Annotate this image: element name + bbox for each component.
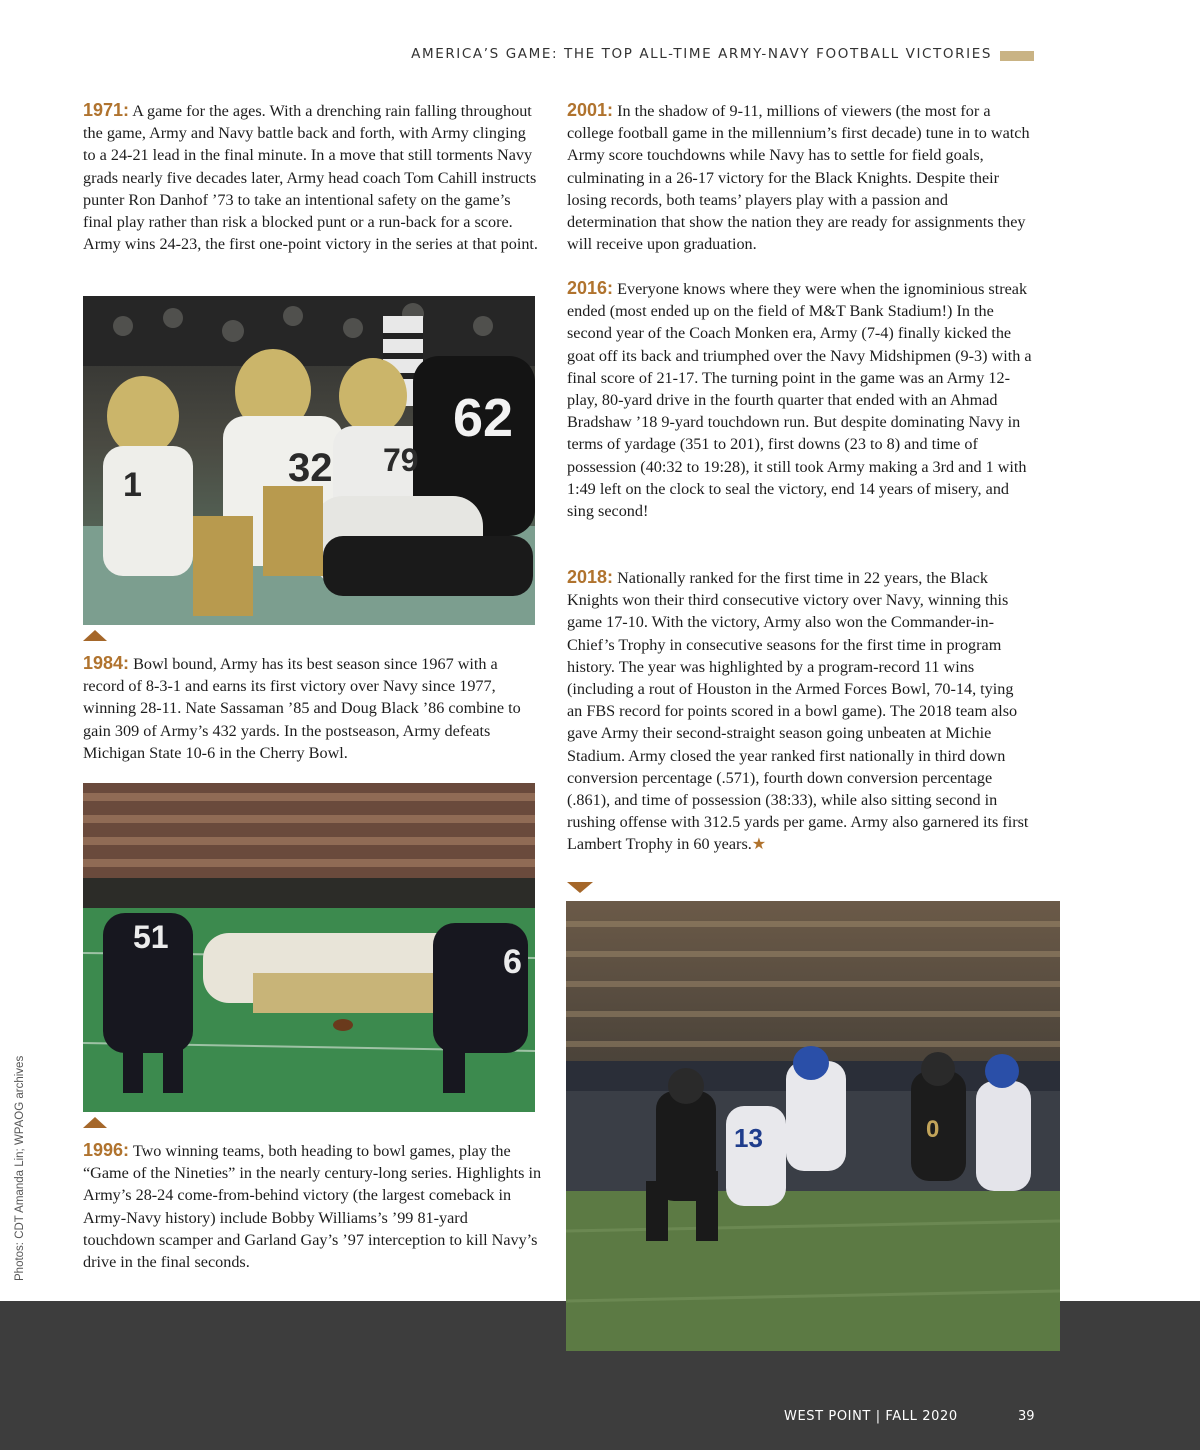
jersey-number: 6 — [503, 943, 522, 981]
photo-2018-game — [566, 901, 1060, 1351]
photo-1984-game — [83, 783, 535, 1112]
entry-text: Nationally ranked for the first time in 22 years, the Black Knights won their third consecutive victory over Navy, winning this game 17-10. With the victory, Army also won the Commander-in-Chief’s Trophy in consecutive seasons for the first time in program history. The year was highlighted by a program-record 11 wins (including a rout of Houston in the Armed Forces Bowl, 70-14, tying an FBS record for points scored in a bowl game). The 2018 team also gave Army their second-straight season going unbeaten at Michie Stadium. Army closed the year ranked first nationally in third down conversion percentage (.571), fourth down conversion percentage (.861), and time of possession (38:33), while also sitting second in rushing offense with 312.5 yards per game. Army also garnered its first Lambert Trophy in 60 years. — [567, 569, 1029, 854]
caption-pointer-up-icon — [83, 1117, 107, 1128]
year-label: 1984: — [83, 653, 130, 673]
jersey-number: 13 — [734, 1123, 763, 1153]
jersey-number: 0 — [926, 1116, 940, 1143]
jersey-number: 51 — [133, 919, 169, 955]
entry-text: Everyone knows where they were when the ignominious streak ended (most ended up on the field of M&T Bank Stadium!) In the second year of the Coach Monken era, Army (7-4) finally kicked the goat off its back and triumphed over the Navy Midshipmen (9-3) with a final score of 21-17. The turning point in the game was an Army 12-play, 80-yard drive in the fourth quarter that ended with an Ahmad Bradshaw ’18 9-yard touchdown run. But despite dominating Navy in terms of yardage (351 to 201), first downs (23 to 8) and time of possession (40:32 to 19:28), it still took Army making a 3rd and 1 with 1:49 left on the clock to seal the victory, end 14 years of misery, and sing second! — [567, 280, 1032, 521]
year-label: 2001: — [567, 100, 614, 120]
photo-1971-game — [83, 296, 535, 625]
entry-1996 — [83, 1139, 543, 1273]
entry-1971 — [83, 99, 541, 255]
entry-2018 — [567, 566, 1032, 856]
jersey-number: 32 — [288, 446, 333, 490]
entry-1984 — [83, 652, 543, 764]
year-label: 2016: — [567, 278, 614, 298]
entry-text: Two winning teams, both heading to bowl games, play the “Game of the Nineties” in the nearly century-long series. Highlights in Army’s 28-24 come-from-behind victory (the largest comeback in Army-Navy history) include Bobby Williams’s ’99 81-yard touchdown scamper and Garland Gay’s ’97 interception to kill Navy’s drive in the final seconds. — [83, 1142, 542, 1272]
entry-2016 — [567, 277, 1032, 522]
entry-text: In the shadow of 9-11, millions of viewers (the most for a college football game in the millennium’s first decade) tune in to watch Army score touchdowns while Navy has to settle for field goals, culminating in a 26-17 victory for the Black Knights. Despite their losing records, both teams’ players play with a passion and determination that show the nation they are ready for assignments they will receive upon graduation. — [567, 102, 1030, 254]
caption-pointer-down-icon — [567, 882, 593, 893]
entry-text: Bowl bound, Army has its best season since 1967 with a record of 8-3-1 and earns its first victory over Navy since 1977, winning 28-11. Nate Sassaman ’85 and Doug Black ’86 combine to gain 309 of Army’s 432 yards. In the postseason, Army defeats Michigan State 10-6 in the Cherry Bowl. — [83, 655, 521, 762]
end-star-icon: ★ — [751, 835, 767, 854]
year-label: 1996: — [83, 1140, 130, 1160]
year-label: 2018: — [567, 567, 614, 587]
footer-magazine: WEST POINT | FALL 2020 — [784, 1409, 958, 1424]
jersey-number: 62 — [453, 388, 514, 448]
entry-2001 — [567, 99, 1032, 255]
jersey-number: 1 — [123, 466, 142, 504]
entry-text: A game for the ages. With a drenching rain falling throughout the game, Army and Navy battle back and forth, with Army clinging to a 24-21 lead in the final minute. In a move that still torments Navy grads nearly five decades later, Army head coach Tom Cahill instructs punter Ron Danhof ’73 to take an intentional safety on the game’s final play rather than risk a blocked punt or a run-back for a score. Army wins 24-23, the first one-point victory in the series at that point. — [83, 102, 538, 254]
caption-pointer-up-icon — [83, 630, 107, 641]
year-label: 1971: — [83, 100, 130, 120]
jersey-number: 79 — [383, 442, 419, 478]
header-accent-bar — [1000, 51, 1034, 61]
photo-credit: Photos: CDT Amanda Lin; WPAOG archives — [14, 1055, 26, 1281]
running-header: AMERICA’S GAME: THE TOP ALL-TIME ARMY-NAVY FOOTBALL VICTORIES — [411, 46, 992, 62]
page-number: 39 — [1018, 1409, 1035, 1424]
